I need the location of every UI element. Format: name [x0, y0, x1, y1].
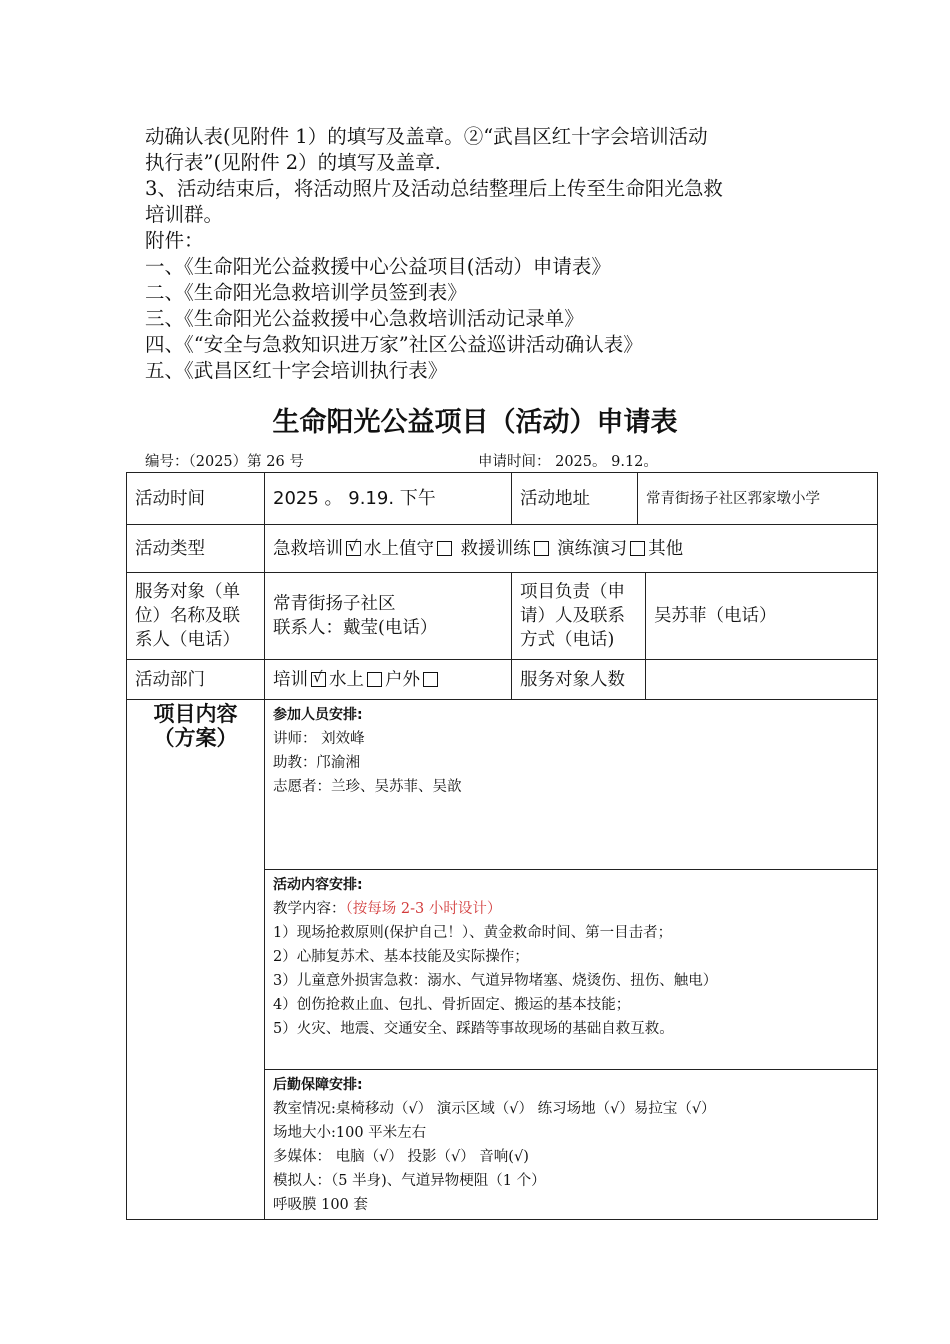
intro-line: 附件：	[145, 229, 204, 252]
project-content-label-line2: （方案）	[153, 726, 238, 750]
department-label: 活动部门	[127, 660, 265, 700]
logistics-line: 呼吸膜 100 套	[273, 1197, 368, 1213]
staff-heading: 参加人员安排:	[273, 707, 363, 723]
type-option-other: 其他	[648, 538, 684, 559]
type-option-rescue-training: 救援训练	[460, 538, 531, 559]
activity-type-options	[265, 525, 878, 573]
dept-option-water: 水上	[329, 669, 364, 690]
content-line: 1）现场抢救原则(保护自己！）、黄金救命时间、第一目击者；	[273, 925, 673, 941]
service-target-label: 服务对象（单位）名称及联系人（电话）	[127, 573, 265, 660]
teaching-note: （按每场 2-3 小时设计）	[345, 901, 502, 917]
service-target-name: 常青街扬子社区	[273, 594, 396, 614]
checkbox-icon[interactable]	[534, 541, 549, 556]
service-count-label: 服务对象人数	[512, 660, 646, 700]
location-value: 常青街扬子社区郛家墩小学	[638, 473, 878, 525]
content-line: 4）创伤抢救止血、包扎、骨折固定、搬运的基本技能；	[273, 997, 631, 1013]
intro-line: 三、《生命阳光公益救援中心急救培训活动记录单》	[145, 307, 584, 330]
checkbox-icon[interactable]	[437, 541, 452, 556]
logistics-line: 多媒体： 电脑（√） 投影（√） 音响(√)	[273, 1149, 529, 1165]
service-count-value	[646, 660, 878, 700]
department-options	[265, 660, 512, 700]
content-line: 5）火灾、地震、交通安全、踩踏等事故现场的基础自救互救。	[273, 1021, 674, 1037]
project-content-label-line1: 项目内容	[153, 702, 238, 726]
type-option-first-aid: 急救培训	[273, 538, 343, 559]
intro-line: 一、《生命阳光公益救援中心公益项目(活动）申请表》	[145, 255, 611, 278]
content-arrangement	[265, 870, 878, 1070]
content-line: 2）心肺复苏术、基本技能及实际操作；	[273, 949, 529, 965]
staff-line: 讲师： 刘效峰	[273, 731, 365, 747]
intro-line: 执行表”(见附件 2）的填写及盖章.	[145, 151, 441, 174]
project-leader-label: 项目负责（申请）人及联系方式（电话)	[512, 573, 646, 660]
teaching-label: 教学内容：	[273, 901, 346, 917]
logistics-line: 场地大小:100 平米左右	[273, 1125, 427, 1141]
type-option-drill: 演练演习	[557, 538, 628, 559]
logistics-line: 模拟人：（5 半身)、气道异物梗阻（1 个）	[273, 1173, 546, 1189]
checkbox-icon[interactable]	[630, 541, 645, 556]
intro-line: 二、《生命阳光急救培训学员签到表》	[145, 281, 467, 304]
service-target-value	[265, 573, 512, 660]
type-label: 活动类型	[127, 525, 265, 573]
logistics-line: 教室情况:桌椅移动（√） 演示区域（√） 练习场地（√）易拉宝（√）	[273, 1101, 716, 1117]
intro-line: 五、《武昌区红十字会培训执行表》	[145, 359, 448, 382]
logistics-arrangement	[265, 1070, 878, 1220]
project-content-label	[127, 700, 265, 1220]
form-title: 生命阳光公益项目（活动）申请表	[272, 407, 678, 438]
staff-line: 助教：邝渝湘	[273, 755, 360, 771]
apply-time: 申请时间： 2025。 9.12。	[478, 454, 658, 470]
activity-time-label: 活动时间	[127, 473, 265, 525]
checkbox-icon[interactable]	[423, 672, 438, 687]
checkbox-icon[interactable]	[367, 672, 382, 687]
application-form-table	[126, 472, 878, 1220]
intro-line: 四、《“安全与急救知识进万家”社区公益巡讲活动确认表》	[145, 333, 643, 356]
dept-option-outdoor: 户外	[385, 669, 420, 690]
content-heading: 活动内容安排:	[273, 877, 363, 893]
checkbox-checked-icon[interactable]	[311, 672, 326, 687]
content-line: 3）儿童意外损害急救：溺水、气道异物堵塞、烧烫伤、扭伤、触电）	[273, 973, 718, 989]
location-label: 活动地址	[512, 473, 638, 525]
teaching-line	[273, 897, 869, 921]
staff-line: 志愿者：兰珍、吴苏菲、吴歆	[273, 779, 462, 795]
project-leader-value: 吴苏菲（电话）	[646, 573, 878, 660]
form-number: 编号：（2025）第 26 号	[145, 454, 304, 470]
staff-arrangement	[265, 700, 878, 870]
intro-line: 3、活动结束后，将活动照片及活动总结整理后上传至生命阳光急救	[145, 177, 723, 200]
type-option-water-duty: 水上值守	[364, 538, 434, 559]
dept-option-training: 培训	[273, 669, 308, 690]
intro-text	[145, 124, 825, 384]
activity-time-value: 2025 。 9.19. 下午	[265, 473, 512, 525]
intro-line: 培训群。	[145, 203, 224, 226]
intro-line: 动确认表(见附件 1）的填写及盖章。②“武昌区红十字会培训活动	[145, 125, 708, 148]
logistics-heading: 后勤保障安排:	[273, 1077, 363, 1093]
checkbox-checked-icon[interactable]	[346, 541, 361, 556]
service-target-contact: 联系人：戴莹(电话）	[273, 618, 438, 638]
